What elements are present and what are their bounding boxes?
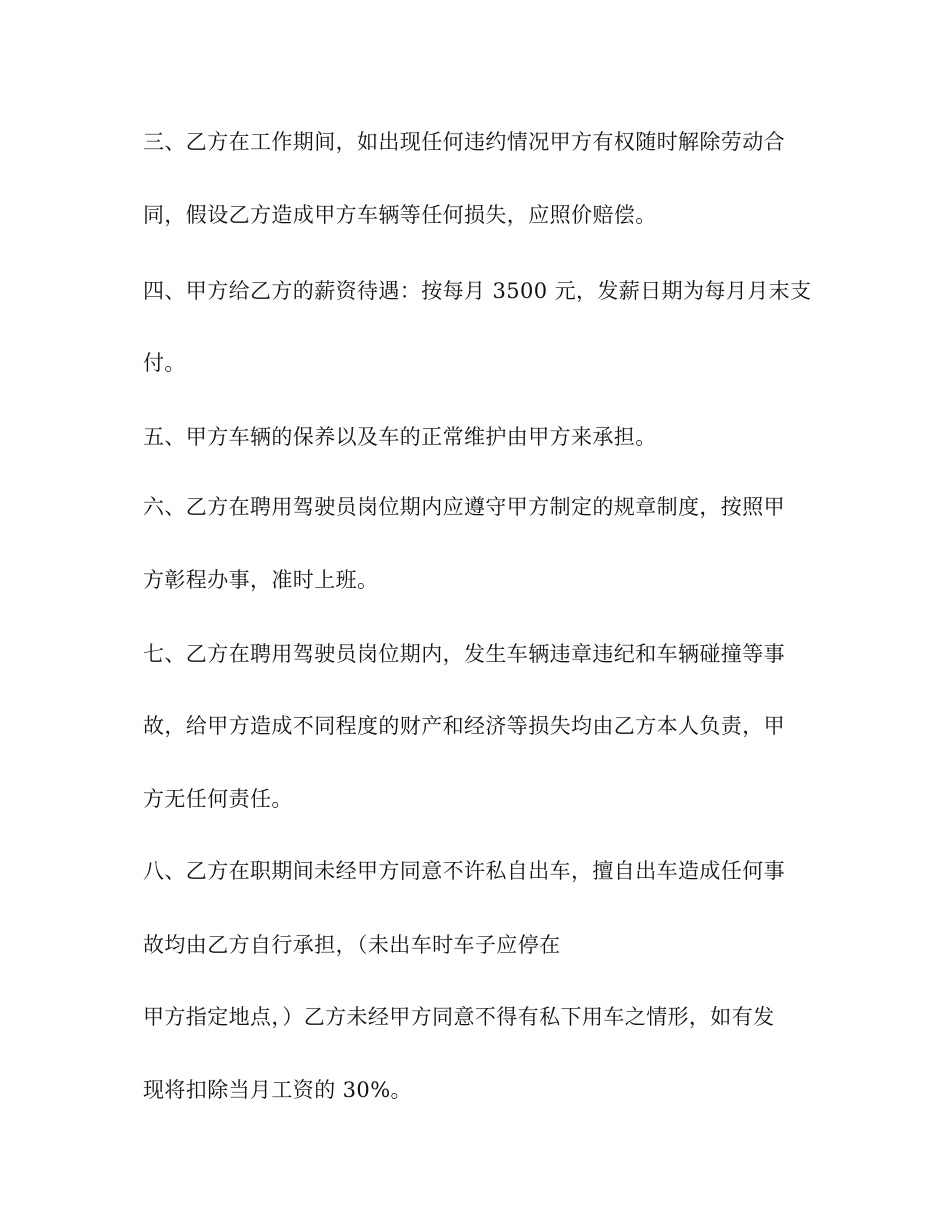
clause-6-line-1: 六、乙方在聘用驾驶员岗位期内应遵守甲方制定的规章制度，按照甲 bbox=[143, 495, 785, 519]
clause-8-line-4: 现将扣除当月工资的 30%。 bbox=[143, 1078, 412, 1102]
clause-8-line-1: 八、乙方在职期间未经甲方同意不许私自出车，擅自出车造成任何事 bbox=[143, 859, 785, 883]
clause-8-line-2: 故均由乙方自行承担，（未出车时车子应停在 bbox=[143, 933, 561, 957]
clause-7-line-1: 七、乙方在聘用驾驶员岗位期内，发生车辆违章违纪和车辆碰撞等事 bbox=[143, 642, 785, 666]
clause-5-line-1: 五、甲方车辆的保养以及车的正常维护由甲方来承担。 bbox=[143, 425, 657, 449]
clause-8-line-3: 甲方指定地点，）乙方未经甲方同意不得有私下用车之情形，如有发 bbox=[143, 1005, 775, 1029]
clause-4-line-2: 付。 bbox=[143, 351, 186, 375]
clause-3-line-1: 三、乙方在工作期间，如出现任何违约情况甲方有权随时解除劳动合 bbox=[143, 130, 785, 154]
clause-7-line-3: 方无任何责任。 bbox=[143, 787, 293, 811]
clause-7-line-2: 故，给甲方造成不同程度的财产和经济等损失均由乙方本人负责，甲 bbox=[143, 714, 785, 738]
clause-4-line-1: 四、甲方给乙方的薪资待遇：按每月 3500 元，发薪日期为每月月末支 bbox=[143, 279, 812, 303]
clause-3-line-2: 同，假设乙方造成甲方车辆等任何损失，应照价赔偿。 bbox=[143, 203, 657, 227]
clause-6-line-2: 方彰程办事，准时上班。 bbox=[143, 568, 379, 592]
